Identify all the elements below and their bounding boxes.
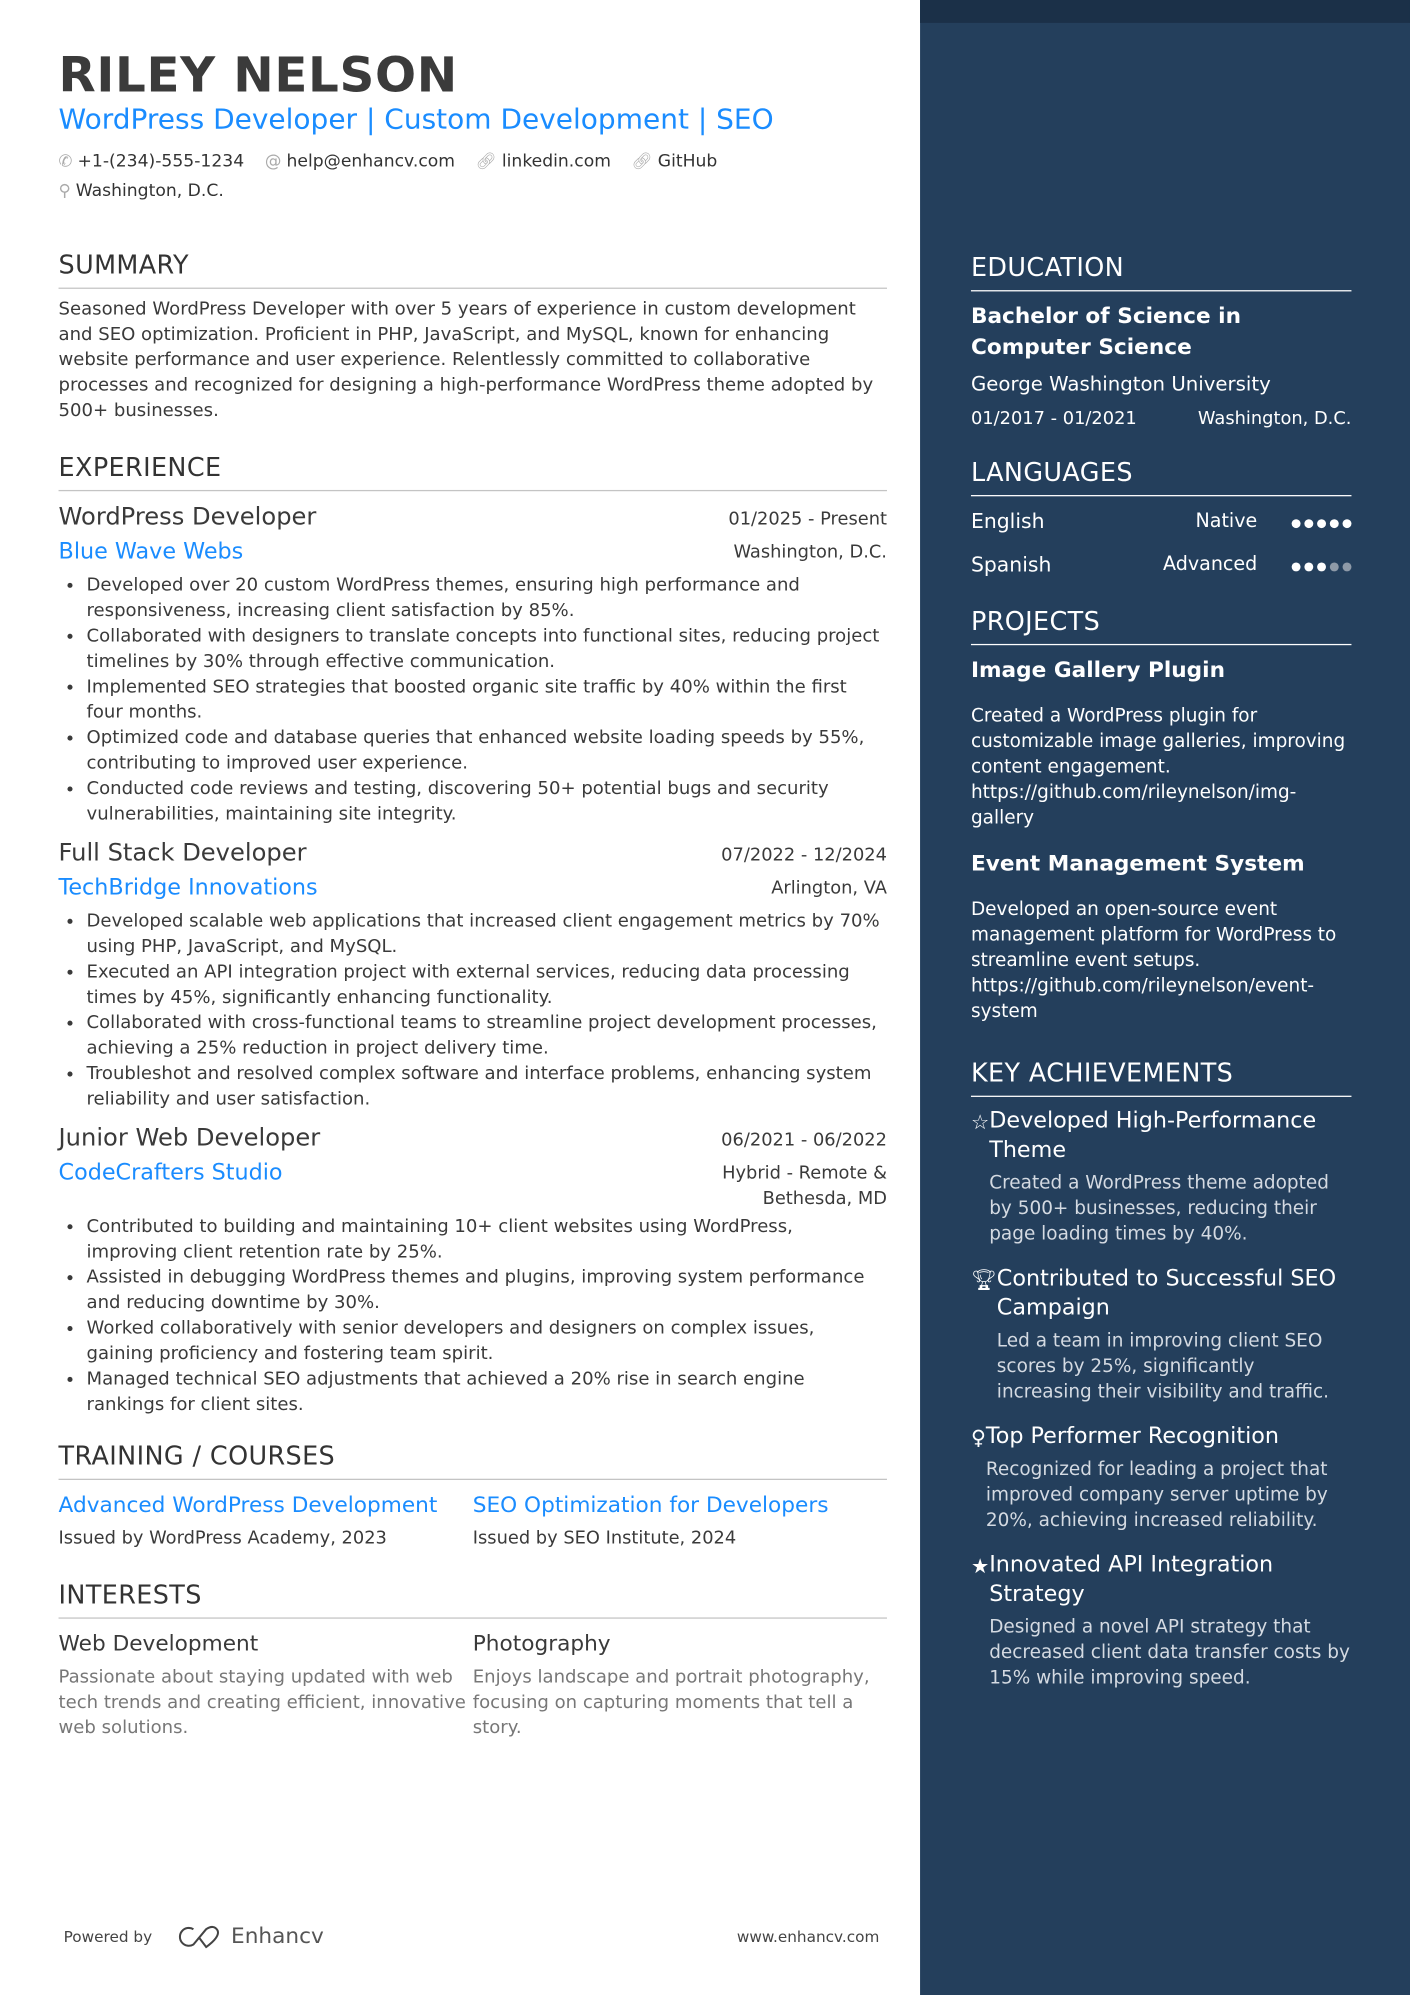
language-item: [971, 499, 1351, 542]
project-desc: Created a WordPress plugin for customizable image galleries, improving content engagement. https://github.com/rileynelson/img-gallery: [970, 706, 1346, 829]
job-entry: [59, 499, 887, 827]
degree: Bachelor of Science in Computer Science: [970, 304, 1241, 361]
job-dates: 07/2022 - 12/2024: [721, 844, 887, 866]
proficiency-dots: [1288, 552, 1352, 576]
company-name: CodeCrafters Studio: [58, 1160, 283, 1187]
main-column: [59, 46, 887, 1741]
bullet-item: • Contributed to building and maintaining 10+ client websites using WordPress, improving client retention rate by 25%.: [87, 1214, 887, 1265]
link-icon: 🔗︎: [631, 152, 653, 172]
training-heading: TRAINING / COURSES: [59, 1441, 887, 1480]
bullet-item: • Implemented SEO strategies that boosted organic site traffic by 40% within the first four months.: [87, 674, 887, 725]
experience-section: [59, 452, 887, 1418]
language-level: Advanced: [1163, 552, 1258, 576]
job-title: Full Stack Developer: [58, 838, 307, 867]
proficiency-dot: [1304, 519, 1313, 528]
project-desc: Developed an open-source event management platform for WordPress to streamline event setups. https://github.com/rileynelson/event-system: [970, 899, 1337, 1022]
bullet-item: • Conducted code reviews and testing, discovering 50+ potential bugs and security vulnerabilities, maintaining site integrity.: [87, 776, 887, 827]
edu-dates: 01/2017 - 01/2021: [970, 408, 1137, 429]
contact-info: [59, 148, 887, 207]
job-bullets: [59, 573, 887, 828]
sidebar-top-strip: [920, 0, 1410, 23]
edu-location: Washington, D.C.: [1197, 408, 1352, 429]
proficiency-dot: [1304, 562, 1313, 571]
projects-section: [971, 606, 1351, 1025]
bullet-item: • Collaborated with designers to translate concepts into functional sites, reducing project timelines by 30% through effective communication.: [87, 624, 887, 675]
course-title: Advanced WordPress Development: [58, 1492, 438, 1519]
phone: +1-(234)-555-1234: [77, 151, 245, 172]
enhancv-brand: Enhancv: [231, 1924, 324, 1950]
email-link[interactable]: help@enhancv.com: [286, 151, 456, 172]
enhancv-logo[interactable]: [175, 1924, 324, 1949]
achievement-desc: Created a WordPress theme adopted by 500+ businesses, reducing their page loading times by 40%.: [989, 1173, 1329, 1245]
achievement-desc: Designed a novel API strategy that decreased client data transfer costs by 15% while improving speed.: [989, 1617, 1350, 1689]
bullet-item: • Assisted in debugging WordPress themes and plugins, improving system performance and reducing downtime by 30%.: [87, 1265, 887, 1316]
interest-item: [59, 1619, 473, 1741]
company-name: Blue Wave Webs: [58, 539, 244, 566]
education-heading: EDUCATION: [971, 252, 1351, 291]
achievement-title: Developed High-Performance Theme: [989, 1108, 1317, 1164]
linkedin-link[interactable]: linkedin.com: [501, 151, 611, 172]
job-bullets: [59, 909, 887, 1113]
course-issuer: Issued by SEO Institute, 2024: [472, 1528, 737, 1549]
achievement-title: Innovated API Integration Strategy: [989, 1552, 1274, 1608]
language-name: English: [970, 508, 1045, 533]
achievement-desc: Led a team in improving client SEO scores by 25%, significantly increasing their visibility and traffic.: [996, 1331, 1329, 1403]
course-item: [473, 1480, 887, 1549]
job-location: Washington, D.C.: [733, 542, 887, 563]
interest-desc: Enjoys landscape and portrait photography, focusing on capturing moments that tell a story.: [472, 1667, 870, 1739]
languages-section: [971, 457, 1351, 586]
projects-heading: PROJECTS: [971, 606, 1351, 645]
github-link[interactable]: GitHub: [657, 151, 718, 172]
job-title: Junior Web Developer: [58, 1123, 321, 1152]
experience-heading: EXPERIENCE: [59, 452, 887, 491]
language-level: Native: [1195, 509, 1258, 532]
candidate-name: RILEY NELSON: [58, 47, 458, 104]
proficiency-dot: [1317, 519, 1326, 528]
bullet-item: • Managed technical SEO adjustments that achieved a 20% rise in search engine rankings for client sites.: [87, 1367, 887, 1418]
language-name: Spanish: [970, 551, 1052, 576]
job-bullets: [59, 1214, 887, 1418]
languages-heading: LANGUAGES: [971, 457, 1351, 496]
achievement-item: [971, 1423, 1351, 1534]
bullet-item: • Optimized code and database queries that enhanced website loading speeds by 55%, contributing to improved user experience.: [87, 725, 887, 776]
project-title: Image Gallery Plugin: [970, 657, 1225, 684]
interest-item: [473, 1619, 887, 1741]
bullet-item: • Developed over 20 custom WordPress themes, ensuring high performance and responsiveness, increasing client satisfaction by 85%.: [87, 573, 887, 624]
summary-section: [59, 249, 887, 423]
interest-desc: Passionate about staying updated with web tech trends and creating efficient, innovative web solutions.: [58, 1667, 466, 1739]
proficiency-dot: [1292, 562, 1301, 571]
job-location: Arlington, VA: [771, 878, 887, 899]
course-item: [59, 1480, 473, 1549]
achievement-title: Top Performer Recognition: [985, 1423, 1280, 1450]
summary-text: Seasoned WordPress Developer with over 5 years of experience in custom development and SEO optimization. Proficient in PHP, JavaScript, and MySQL, known for enhancing website performance and user experience. Relentlessly committed to collaborative processes and recognized for designing a high-performance WordPress theme adopted by 500+ businesses.: [58, 299, 874, 422]
lightbulb-icon: ♀: [970, 1425, 986, 1450]
summary-heading: SUMMARY: [59, 249, 887, 288]
bullet-item: • Executed an API integration project with external services, reducing data processing times by 45%, significantly enhancing functionality.: [87, 960, 887, 1011]
location-pin-icon: ⚲: [58, 181, 71, 202]
bullet-item: • Developed scalable web applications that increased client engagement metrics by 70% using PHP, JavaScript, and MySQL.: [87, 909, 887, 960]
school: George Washington University: [970, 372, 1271, 396]
phone-icon: ✆: [58, 152, 73, 172]
star-half-icon: ★: [970, 1553, 990, 1578]
proficiency-dot: [1343, 562, 1352, 571]
proficiency-dot: [1343, 519, 1352, 528]
company-name: TechBridge Innovations: [58, 875, 318, 901]
course-issuer: Issued by WordPress Academy, 2023: [58, 1528, 387, 1549]
training-section: [59, 1441, 887, 1549]
footer: [64, 1924, 880, 1949]
proficiency-dot: [1330, 562, 1339, 571]
job-dates: 01/2025 - Present: [728, 509, 887, 530]
interests-section: [59, 1579, 887, 1741]
footer-url[interactable]: www.enhancv.com: [736, 1927, 880, 1946]
bullet-item: • Worked collaboratively with senior developers and designers on complex issues, gaining proficiency and fostering team spirit.: [87, 1316, 887, 1367]
course-title: SEO Optimization for Developers: [472, 1492, 829, 1519]
job-dates: 06/2021 - 06/2022: [721, 1130, 887, 1151]
interest-title: Photography: [472, 1631, 611, 1657]
sidebar: [920, 0, 1410, 1995]
proficiency-dot: [1317, 562, 1326, 571]
achievement-item: [971, 1265, 1351, 1405]
bullet-item: • Troubleshot and resolved complex software and interface problems, enhancing system reliability and user satisfaction.: [87, 1061, 887, 1112]
achievements-section: [971, 1057, 1351, 1691]
interest-title: Web Development: [58, 1631, 259, 1657]
proficiency-dot: [1330, 519, 1339, 528]
interests-heading: INTERESTS: [59, 1579, 887, 1618]
job-location: Hybrid - Remote & Bethesda, MD: [722, 1163, 887, 1209]
language-item: [971, 542, 1351, 585]
powered-by-label: Powered by: [63, 1927, 153, 1946]
achievement-title: Contributed to Successful SEO Campaign: [996, 1266, 1337, 1321]
enhancv-logo-icon: [175, 1924, 223, 1949]
link-icon: 🔗︎: [475, 152, 497, 172]
candidate-title: WordPress Developer | Custom Development | SEO: [58, 104, 774, 137]
project-title: Event Management System: [970, 851, 1305, 877]
education-section: [971, 252, 1351, 429]
location: Washington, D.C.: [75, 180, 224, 202]
job-entry: [59, 1120, 887, 1418]
proficiency-dots: [1288, 508, 1352, 532]
proficiency-dot: [1292, 519, 1301, 528]
at-icon: @: [264, 152, 282, 172]
star-outline-icon: ☆: [970, 1109, 990, 1134]
job-title: WordPress Developer: [58, 502, 317, 531]
achievement-desc: Recognized for leading a project that improved company server uptime by 20%, achieving increased reliability.: [985, 1459, 1328, 1531]
job-entry: [59, 835, 887, 1112]
trophy-icon: 🏆︎: [970, 1267, 997, 1292]
bullet-item: • Collaborated with cross-functional teams to streamline project development processes, achieving a 25% reduction in project delivery time.: [87, 1010, 887, 1061]
achievement-item: [971, 1551, 1351, 1691]
achievement-item: [971, 1107, 1351, 1247]
achievements-heading: KEY ACHIEVEMENTS: [971, 1057, 1351, 1096]
